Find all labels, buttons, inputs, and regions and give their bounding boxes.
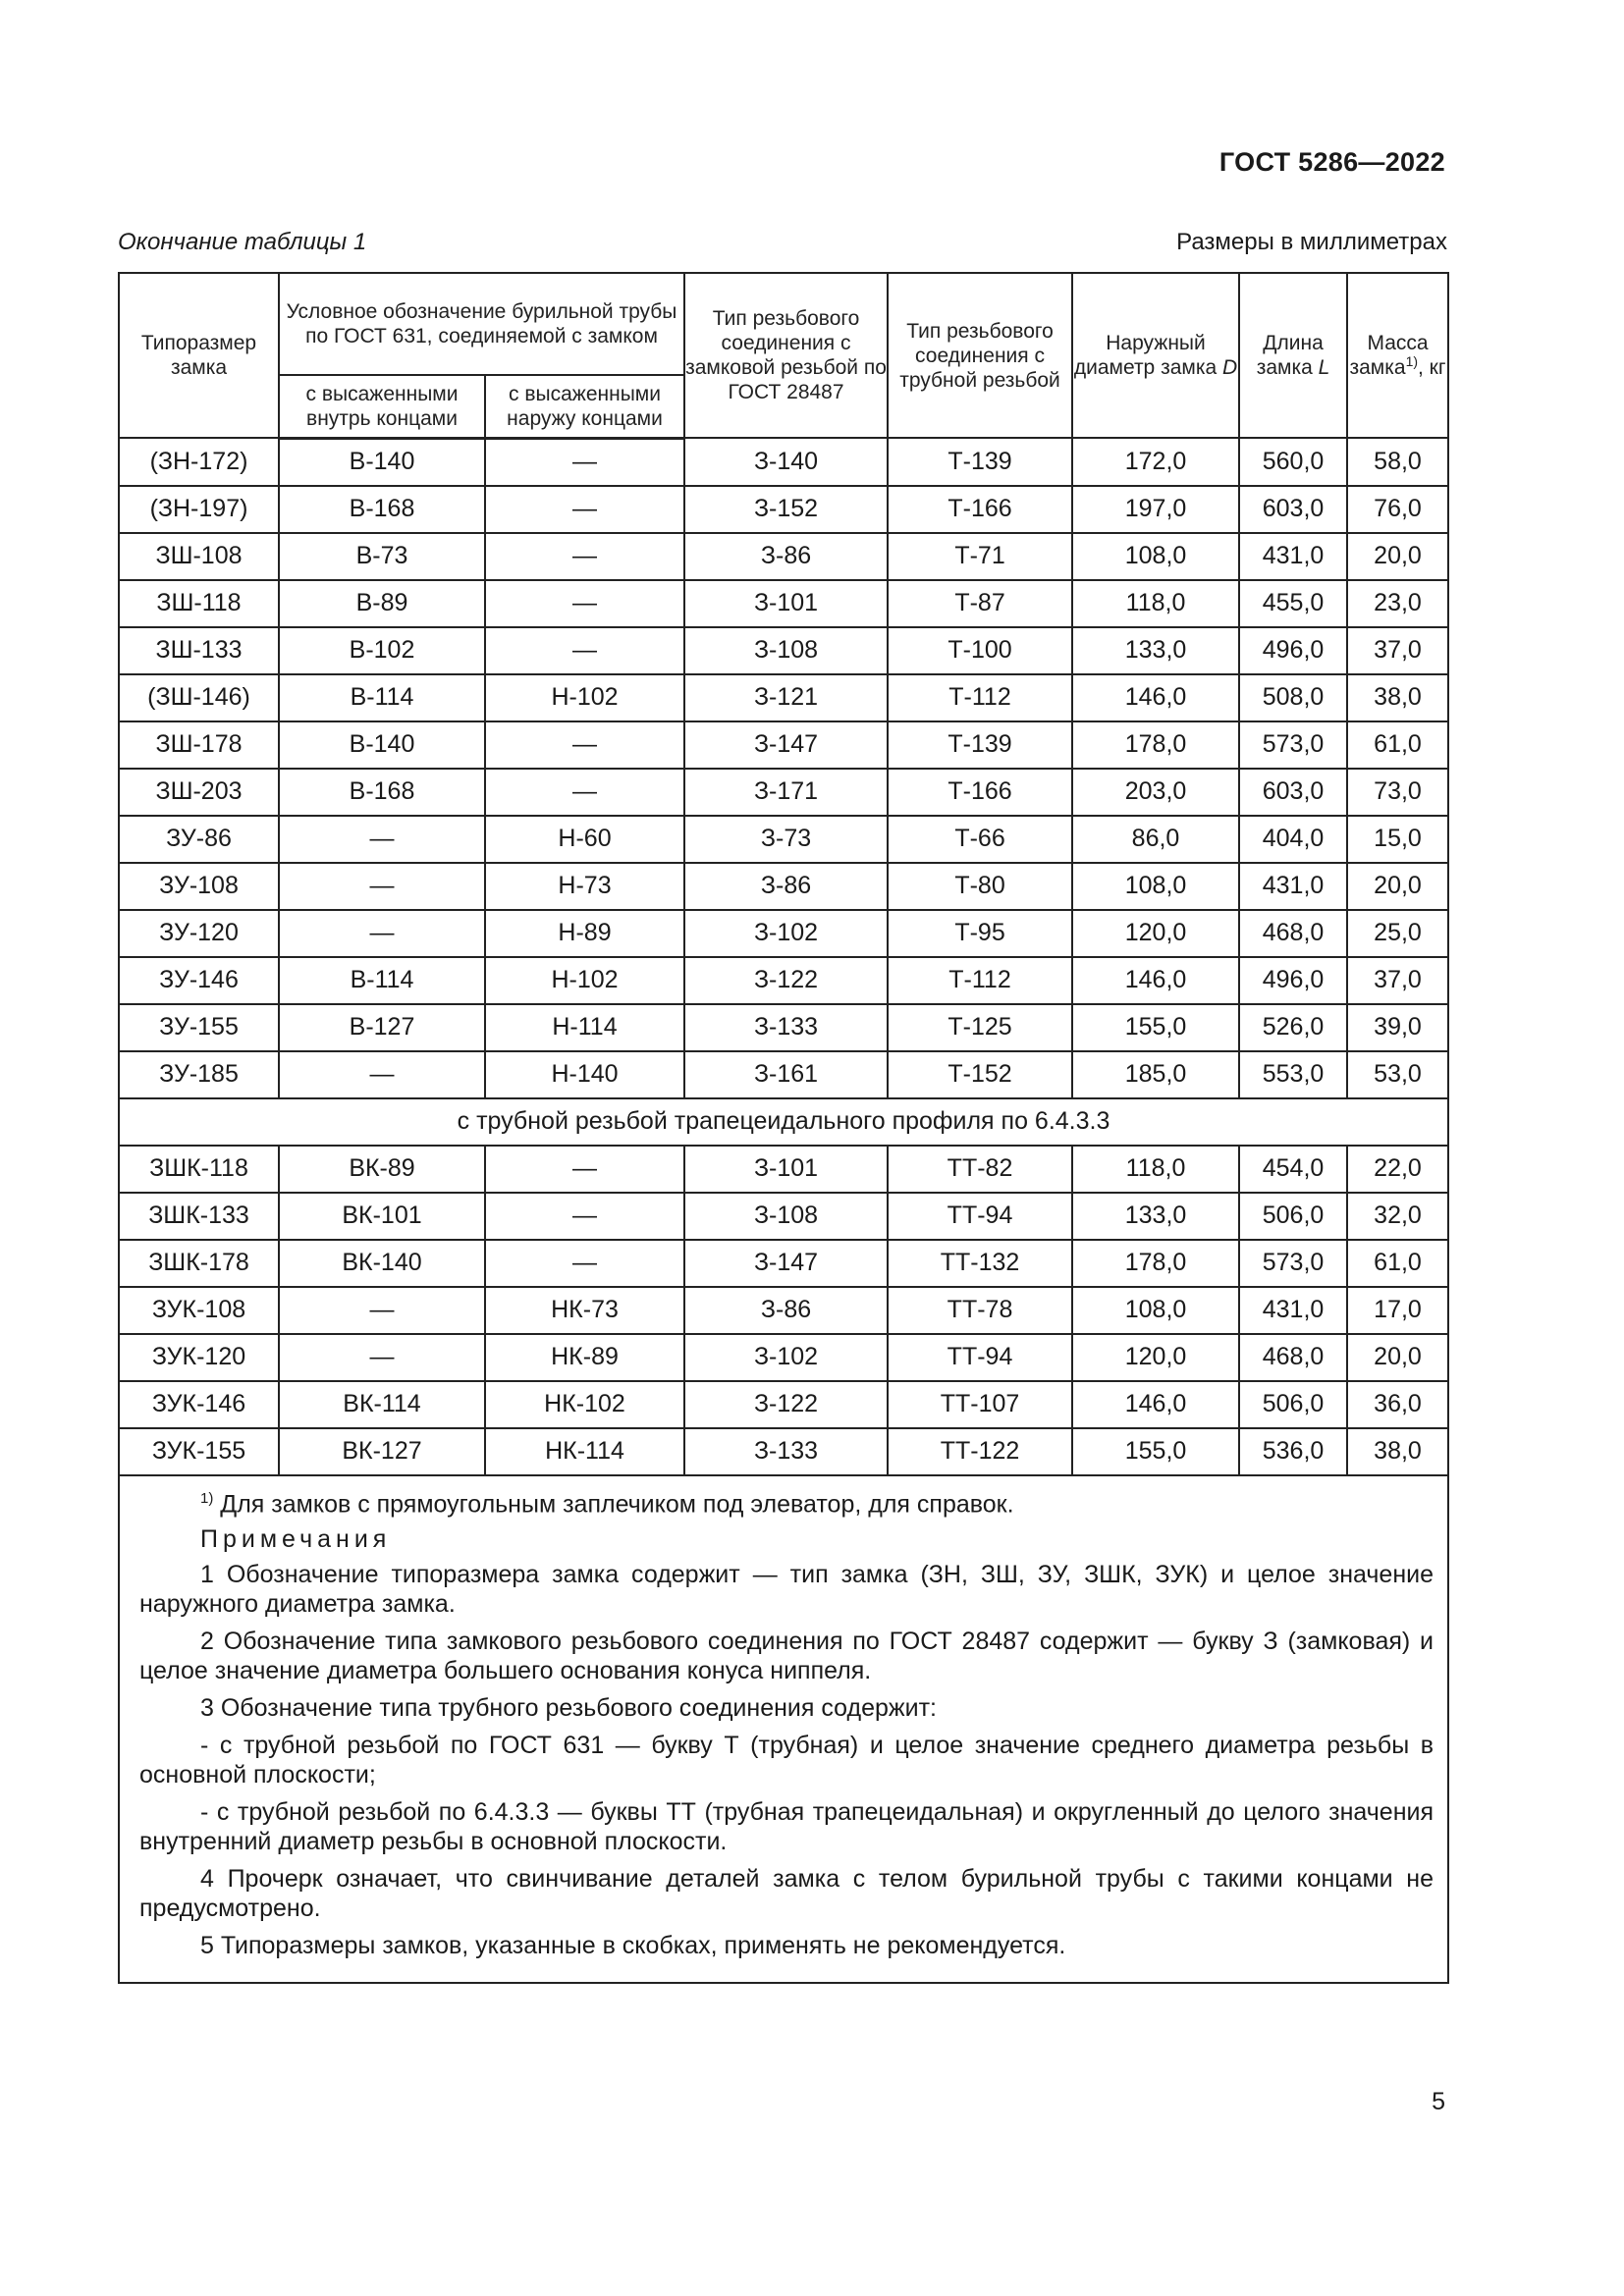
table-cell: ЗШ-108 [119,533,279,580]
table-cell: ЗШК-133 [119,1193,279,1240]
table-cell: ТТ-122 [888,1428,1072,1475]
table-cell: З-108 [684,627,888,674]
notes-heading: Примечания [200,1524,392,1553]
table-cell: ЗУК-155 [119,1428,279,1475]
table-cell: 172,0 [1072,438,1239,486]
table-cell: Н-73 [485,863,684,910]
table-cell: 20,0 [1347,863,1448,910]
table-cell: 536,0 [1239,1428,1347,1475]
table-cell: В-140 [279,438,485,486]
table-cell: ЗУ-108 [119,863,279,910]
table-cell: З-147 [684,721,888,769]
header-length: Длина замка L [1239,273,1347,438]
table-body-trapezoidal-thread [119,1146,1448,1475]
table-cell: ЗУК-146 [119,1381,279,1428]
table-cell: 61,0 [1347,721,1448,769]
table-cell: З-122 [684,957,888,1004]
table-cell: ЗШ-133 [119,627,279,674]
table-cell: ЗУ-155 [119,1004,279,1051]
table-cell: ТТ-107 [888,1381,1072,1428]
table-cell: 146,0 [1072,1381,1239,1428]
table-cell: 603,0 [1239,769,1347,816]
table-cell: З-102 [684,1334,888,1381]
table-row [119,533,1448,580]
table-cell: 25,0 [1347,910,1448,957]
table-cell: ЗШ-178 [119,721,279,769]
table-cell: Н-114 [485,1004,684,1051]
table-cell: Н-102 [485,957,684,1004]
table-cell: ЗШК-178 [119,1240,279,1287]
table-cell: В-168 [279,486,485,533]
table-row [119,1287,1448,1334]
table-cell: 86,0 [1072,816,1239,863]
table-cell: 404,0 [1239,816,1347,863]
table-cell: З-108 [684,1193,888,1240]
table-cell: 23,0 [1347,580,1448,627]
footnote: $^{1)}$ Для замков с прямоугольным заплечиком под элеватор, для справок. [200,1489,1014,1518]
table-cell: НК-102 [485,1381,684,1428]
table-cell: В-89 [279,580,485,627]
table-cell: З-86 [684,863,888,910]
table-cell: 133,0 [1072,1193,1239,1240]
table-cell: 146,0 [1072,674,1239,721]
table-cell: 37,0 [1347,627,1448,674]
table-cell: — [485,1193,684,1240]
table-cell: Т-112 [888,957,1072,1004]
table-cell: 454,0 [1239,1146,1347,1193]
table-row [119,1146,1448,1193]
table-row [119,1381,1448,1428]
table-cell: Т-112 [888,674,1072,721]
table-cell: ТТ-78 [888,1287,1072,1334]
header-inner-upset: с высаженными внутрь концами [279,375,485,438]
table-cell: В-102 [279,627,485,674]
table-cell: — [485,438,684,486]
table-cell: Т-152 [888,1051,1072,1098]
header-outer-diameter: Наружный диаметр замка D [1072,273,1239,438]
table-row [119,863,1448,910]
table-cell: З-102 [684,910,888,957]
table-cell: 508,0 [1239,674,1347,721]
table-cell: ВК-89 [279,1146,485,1193]
table-cell: — [279,1334,485,1381]
table-cell: 38,0 [1347,674,1448,721]
table-row [119,816,1448,863]
table-cell: — [485,721,684,769]
table-cell: Т-66 [888,816,1072,863]
table-cell: Т-87 [888,580,1072,627]
table-cell: 61,0 [1347,1240,1448,1287]
page-number: 5 [1432,2088,1445,2115]
table-cell: ЗШ-203 [119,769,279,816]
table-cell: 120,0 [1072,910,1239,957]
table-cell: ЗШК-118 [119,1146,279,1193]
document-code: ГОСТ 5286—2022 [1218,147,1445,177]
table-cell: 185,0 [1072,1051,1239,1098]
note-item: - с трубной резьбой по ГОСТ 631 — букву Т (трубная) и целое значение среднего диаметра резьбы в основной плоскости; [139,1731,1435,1789]
table-cell: — [279,910,485,957]
table-cell: 468,0 [1239,910,1347,957]
table-cell: 431,0 [1239,1287,1347,1334]
table-cell: 553,0 [1239,1051,1347,1098]
table-cell: З-73 [684,816,888,863]
header-outer-upset: с высаженными наружу концами [485,375,684,438]
table-cell: ТТ-94 [888,1334,1072,1381]
table-row [119,721,1448,769]
table-cell: 58,0 [1347,438,1448,486]
table-row [119,1193,1448,1240]
table-notes [119,1475,1448,1983]
table-cell: 203,0 [1072,769,1239,816]
table-cell: З-161 [684,1051,888,1098]
table-cell: Т-71 [888,533,1072,580]
note-item: - с трубной резьбой по 6.4.3.3 — буквы ТТ (трубная трапецеидальная) и округленный до целого значения внутренний диаметр резьбы в основной плоскости. [139,1797,1435,1855]
table-cell: 431,0 [1239,863,1347,910]
table-cell: З-86 [684,1287,888,1334]
table-cell: ЗУ-120 [119,910,279,957]
table-cell: В-114 [279,674,485,721]
table-cell: 178,0 [1072,721,1239,769]
table-row [119,580,1448,627]
table-cell: 496,0 [1239,957,1347,1004]
table-cell: З-147 [684,1240,888,1287]
table-row [119,486,1448,533]
table-cell: 146,0 [1072,957,1239,1004]
table-cell: ТТ-132 [888,1240,1072,1287]
table-cell: 36,0 [1347,1381,1448,1428]
table-cell: ВК-127 [279,1428,485,1475]
table-cell: Т-139 [888,721,1072,769]
table-cell: ЗУК-108 [119,1287,279,1334]
table-cell: НК-114 [485,1428,684,1475]
table-cell: — [485,533,684,580]
table-row [119,957,1448,1004]
table-cell: 108,0 [1072,1287,1239,1334]
units-caption: Размеры в миллиметрах [1176,229,1447,255]
table-row [119,910,1448,957]
note-item: 5 Типоразмеры замков, указанные в скобках, применять не рекомендуется. [200,1931,1066,1959]
table-cell: 506,0 [1239,1193,1347,1240]
table-cell: 20,0 [1347,533,1448,580]
table-cell: В-127 [279,1004,485,1051]
table-section [119,1098,1448,1146]
table-cell: 455,0 [1239,580,1347,627]
table-cell: 431,0 [1239,533,1347,580]
lock-sizes-table [118,272,1449,1984]
table-cell: Н-60 [485,816,684,863]
table-cell: 178,0 [1072,1240,1239,1287]
table-cell: З-101 [684,1146,888,1193]
table-cell: ЗШ-118 [119,580,279,627]
table-cell: 22,0 [1347,1146,1448,1193]
table-cell: 526,0 [1239,1004,1347,1051]
table-cell: З-133 [684,1428,888,1475]
header-pipe-designation: Условное обозначение бурильной трубы по ГОСТ 631, соединяемой с замком [279,273,684,375]
table-cell: — [485,486,684,533]
table-row [119,1004,1448,1051]
table-cell: В-114 [279,957,485,1004]
table-cell: З-152 [684,486,888,533]
table-cell: 468,0 [1239,1334,1347,1381]
table-cell: ВК-101 [279,1193,485,1240]
table-cell: ВК-140 [279,1240,485,1287]
table-cell: (ЗШ-146) [119,674,279,721]
table-caption-row [118,229,1447,262]
table-cell: 120,0 [1072,1334,1239,1381]
table-cell: ЗУ-86 [119,816,279,863]
table-cell: Т-95 [888,910,1072,957]
table-cell: — [485,627,684,674]
table-cell: 73,0 [1347,769,1448,816]
table-cell: — [485,1240,684,1287]
table-cell: 506,0 [1239,1381,1347,1428]
table-cell: 32,0 [1347,1193,1448,1240]
table-cell: 108,0 [1072,863,1239,910]
table-cell: НК-73 [485,1287,684,1334]
table-cell: Т-166 [888,486,1072,533]
table-cell: 108,0 [1072,533,1239,580]
table-cell: В-168 [279,769,485,816]
table-cell: Т-80 [888,863,1072,910]
table-cell: 155,0 [1072,1428,1239,1475]
table-cell: 560,0 [1239,438,1347,486]
table-cell: ТТ-82 [888,1146,1072,1193]
table-cell: — [485,580,684,627]
table-cell: 39,0 [1347,1004,1448,1051]
section-label: с трубной резьбой трапецеидального профиля по 6.4.3.3 [119,1098,1448,1146]
header-mass: Масса замка$^{1)}$, кг [1347,273,1448,438]
table-cell: 496,0 [1239,627,1347,674]
table-cell: 20,0 [1347,1334,1448,1381]
table-cell: (ЗН-197) [119,486,279,533]
table-cell: Т-125 [888,1004,1072,1051]
table-cell: 17,0 [1347,1287,1448,1334]
table-cell: Н-140 [485,1051,684,1098]
header-type-size: Типоразмер замка [119,273,279,438]
table-cell: Н-89 [485,910,684,957]
table-cell: З-121 [684,674,888,721]
table-cell: — [485,1146,684,1193]
table-cell: З-171 [684,769,888,816]
table-row [119,1240,1448,1287]
table-row [119,627,1448,674]
table-cell: 197,0 [1072,486,1239,533]
table-cell: ЗУК-120 [119,1334,279,1381]
table-row [119,438,1448,486]
table-row [119,1334,1448,1381]
table-cell: В-140 [279,721,485,769]
table-cell: Н-102 [485,674,684,721]
table-cell: 38,0 [1347,1428,1448,1475]
table-cell: — [279,1051,485,1098]
table-cell: З-122 [684,1381,888,1428]
table-cell: Т-100 [888,627,1072,674]
table-body-standard-thread [119,438,1448,1098]
table-cell: В-73 [279,533,485,580]
table-cell: ЗУ-146 [119,957,279,1004]
table-cell: З-140 [684,438,888,486]
table-row [119,674,1448,721]
table-cell: НК-89 [485,1334,684,1381]
table-cell: 573,0 [1239,1240,1347,1287]
table-cell: 53,0 [1347,1051,1448,1098]
table-cell: — [279,1287,485,1334]
table-cell: (ЗН-172) [119,438,279,486]
table-cell: 603,0 [1239,486,1347,533]
table-cell: 15,0 [1347,816,1448,863]
note-item: 4 Прочерк означает, что свинчивание деталей замка с телом бурильной трубы с такими концами не предусмотрено. [139,1864,1435,1922]
table-cell: ЗУ-185 [119,1051,279,1098]
header-lock-thread-type: Тип резьбового соединения с замковой резьбой по ГОСТ 28487 [684,273,888,438]
table-cell: 155,0 [1072,1004,1239,1051]
table-cell: — [279,863,485,910]
table-header [119,273,1448,438]
table-row [119,1428,1448,1475]
table-row [119,769,1448,816]
table-cell: 133,0 [1072,627,1239,674]
notes-cell [119,1475,1448,1983]
table-cell: З-86 [684,533,888,580]
table-continuation-caption: Окончание таблицы 1 [118,229,367,255]
table-cell: З-133 [684,1004,888,1051]
table-cell: ТТ-94 [888,1193,1072,1240]
note-item: 1 Обозначение типоразмера замка содержит — тип замка (ЗН, ЗШ, ЗУ, ЗШК, ЗУК) и целое значение наружного диаметра замка. [139,1560,1435,1618]
table-cell: — [485,769,684,816]
table-cell: 76,0 [1347,486,1448,533]
table-cell: 37,0 [1347,957,1448,1004]
note-item: 3 Обозначение типа трубного резьбового соединения содержит: [200,1693,937,1722]
table-cell: 118,0 [1072,580,1239,627]
header-pipe-thread-type: Тип резьбового соединения с трубной резьбой [888,273,1072,438]
table-cell: 573,0 [1239,721,1347,769]
table-cell: 118,0 [1072,1146,1239,1193]
table-cell: ВК-114 [279,1381,485,1428]
table-cell: З-101 [684,580,888,627]
table-row [119,1051,1448,1098]
table-cell: Т-166 [888,769,1072,816]
note-item: 2 Обозначение типа замкового резьбового соединения по ГОСТ 28487 содержит — букву З (замковая) и целое значение диаметра большего основания конуса ниппеля. [139,1627,1435,1684]
table-cell: Т-139 [888,438,1072,486]
table-cell: — [279,816,485,863]
